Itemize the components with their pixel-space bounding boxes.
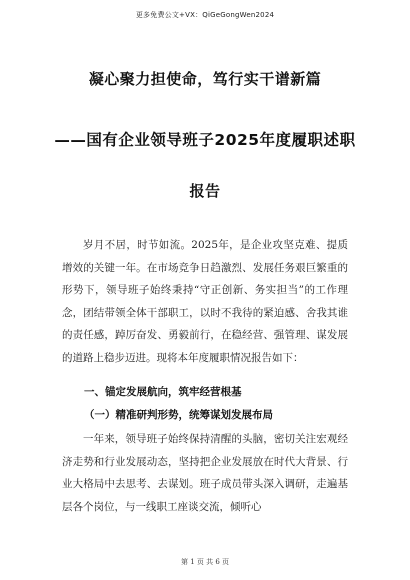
page-footer: 第 1 页 共 6 页	[180, 558, 230, 566]
body-paragraph-section-1: 一年来，领导班子始终保持清醒的头脑，密切关注宏观经济走势和行业发展动态，坚持把企业发展放在时代大背景、行业大格局中去思考、去谋划。班子成员带头深入调研，走遍基层各个岗位，与一线职工座谈交流，倾听心	[62, 433, 348, 513]
header-note: 更多免费公文+VX：QiGeGongWen2024	[135, 11, 275, 19]
title-line-2: ——国有企业领导班子2025年度履职述职	[54, 131, 356, 149]
title-line-1: 凝心聚力担使命，笃行实干谱新篇	[88, 70, 322, 88]
section-heading-1: 一、锚定发展航向，筑牢经营根基	[84, 386, 242, 398]
body-paragraph-intro: 岁月不居，时节如流。2025年，是企业攻坚克难、提质增效的关键一年。在市场竞争日趋激烈、发展任务艰巨繁重的形势下，领导班子始终秉持“守正创新、务实担当”的工作理念，团结带领全体干部职工，以时不我待的紧迫感、舍我其谁的责任感，踔厉奋发、勇毅前行，在稳经营、强管理、谋发展的道路上稳步迈进。现将本年度履职情况报告如下：	[62, 239, 348, 364]
subsection-heading-1: （一）精准研判形势，统筹谋划发展布局	[84, 409, 273, 421]
title-line-3: 报告	[189, 182, 221, 200]
